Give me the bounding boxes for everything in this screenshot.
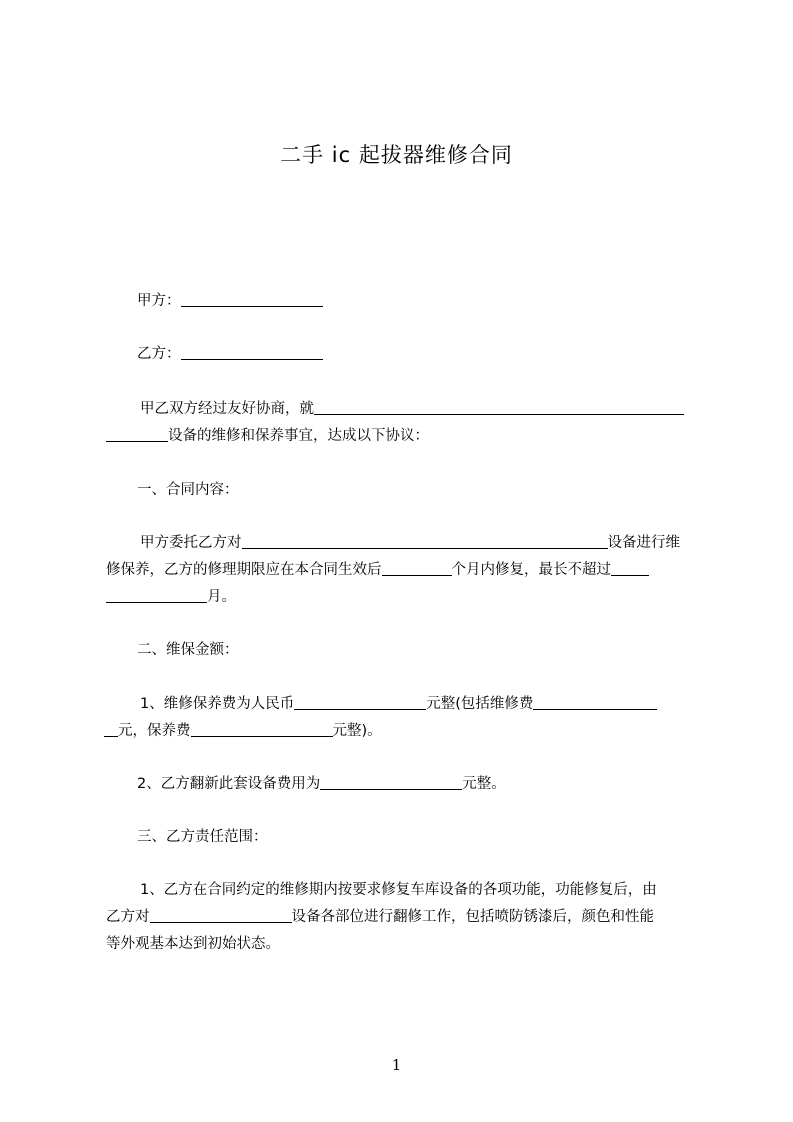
- sec1-p1-prefix: 甲方委托乙方对: [140, 535, 242, 551]
- intro-blank-1: [314, 399, 684, 415]
- sec2-item1-mid: 元整(包括维修费: [426, 696, 534, 712]
- sec1-equipment-blank: [242, 533, 608, 549]
- party-b-line: [137, 342, 323, 366]
- sec1-p3-suffix: 月。: [207, 589, 236, 605]
- intro-blank-2: [106, 426, 168, 442]
- section-2-item-2: [137, 772, 506, 796]
- sec1-p2-mid: 个月内修复，最长不超过: [451, 562, 611, 578]
- sec2-item1-l2a: 元，保养费: [118, 723, 191, 739]
- sec2-item1-prefix: 1、维修保养费为人民币: [140, 696, 295, 712]
- sec2-repair-fee-blank-2: [104, 721, 118, 737]
- sec2-item1-l2b: 元整)。: [332, 723, 382, 739]
- sec2-fee-blank: [294, 694, 426, 710]
- party-a-blank: [181, 291, 323, 307]
- sec1-max-blank-1: [611, 560, 649, 576]
- party-a-line: [137, 289, 323, 313]
- section-3-item-1-line-3: 等外观基本达到初始状态。: [106, 936, 280, 952]
- section-3-heading: 三、乙方责任范围：: [137, 829, 268, 845]
- sec3-equipment-blank: [150, 907, 292, 923]
- section-2-heading: 二、维保金额：: [137, 642, 239, 658]
- section-3-item-1-line-1: 1、乙方在合同约定的维修期内按要求修复车库设备的各项功能，功能修复后，由: [140, 882, 657, 898]
- intro-prefix: 甲乙双方经过友好协商，就: [140, 401, 314, 417]
- section-1-line-3: [106, 585, 236, 609]
- intro-suffix: 设备的维修和保养事宜，达成以下协议：: [168, 428, 429, 444]
- sec2-repair-fee-blank-1: [533, 694, 657, 710]
- sec1-max-blank-2: [106, 587, 207, 603]
- section-1-heading: 一、合同内容：: [137, 482, 239, 498]
- sec2-renovation-fee-blank: [320, 774, 462, 790]
- page-number: 1: [391, 1056, 402, 1074]
- document-title: 二手 ic 起拔器维修合同: [280, 143, 513, 167]
- sec3-item1-l2-suffix: 设备各部位进行翻修工作，包括喷防锈漆后，颜色和性能: [291, 909, 654, 925]
- party-b-label: 乙方：: [137, 346, 181, 362]
- sec1-months-blank: [382, 560, 452, 576]
- intro-line-1: [140, 397, 684, 421]
- sec2-maintenance-fee-blank: [191, 721, 333, 737]
- section-1-line-2: [106, 558, 649, 582]
- section-1-line-1: [140, 531, 680, 555]
- section-2-item-1-line-1: [140, 692, 657, 716]
- party-a-label: 甲方：: [137, 293, 181, 309]
- intro-line-2: [106, 424, 429, 448]
- sec1-p2-prefix: 修保养，乙方的修理期限应在本合同生效后: [106, 562, 382, 578]
- sec1-p1-suffix: 设备进行维: [607, 535, 680, 551]
- party-b-blank: [181, 344, 323, 360]
- sec2-item2-prefix: 2、乙方翻新此套设备费用为: [137, 776, 321, 792]
- sec2-item2-suffix: 元整。: [462, 776, 506, 792]
- section-2-item-1-line-2: [104, 719, 382, 743]
- section-3-item-1-line-2: [106, 905, 654, 929]
- sec3-item1-l2-prefix: 乙方对: [106, 909, 150, 925]
